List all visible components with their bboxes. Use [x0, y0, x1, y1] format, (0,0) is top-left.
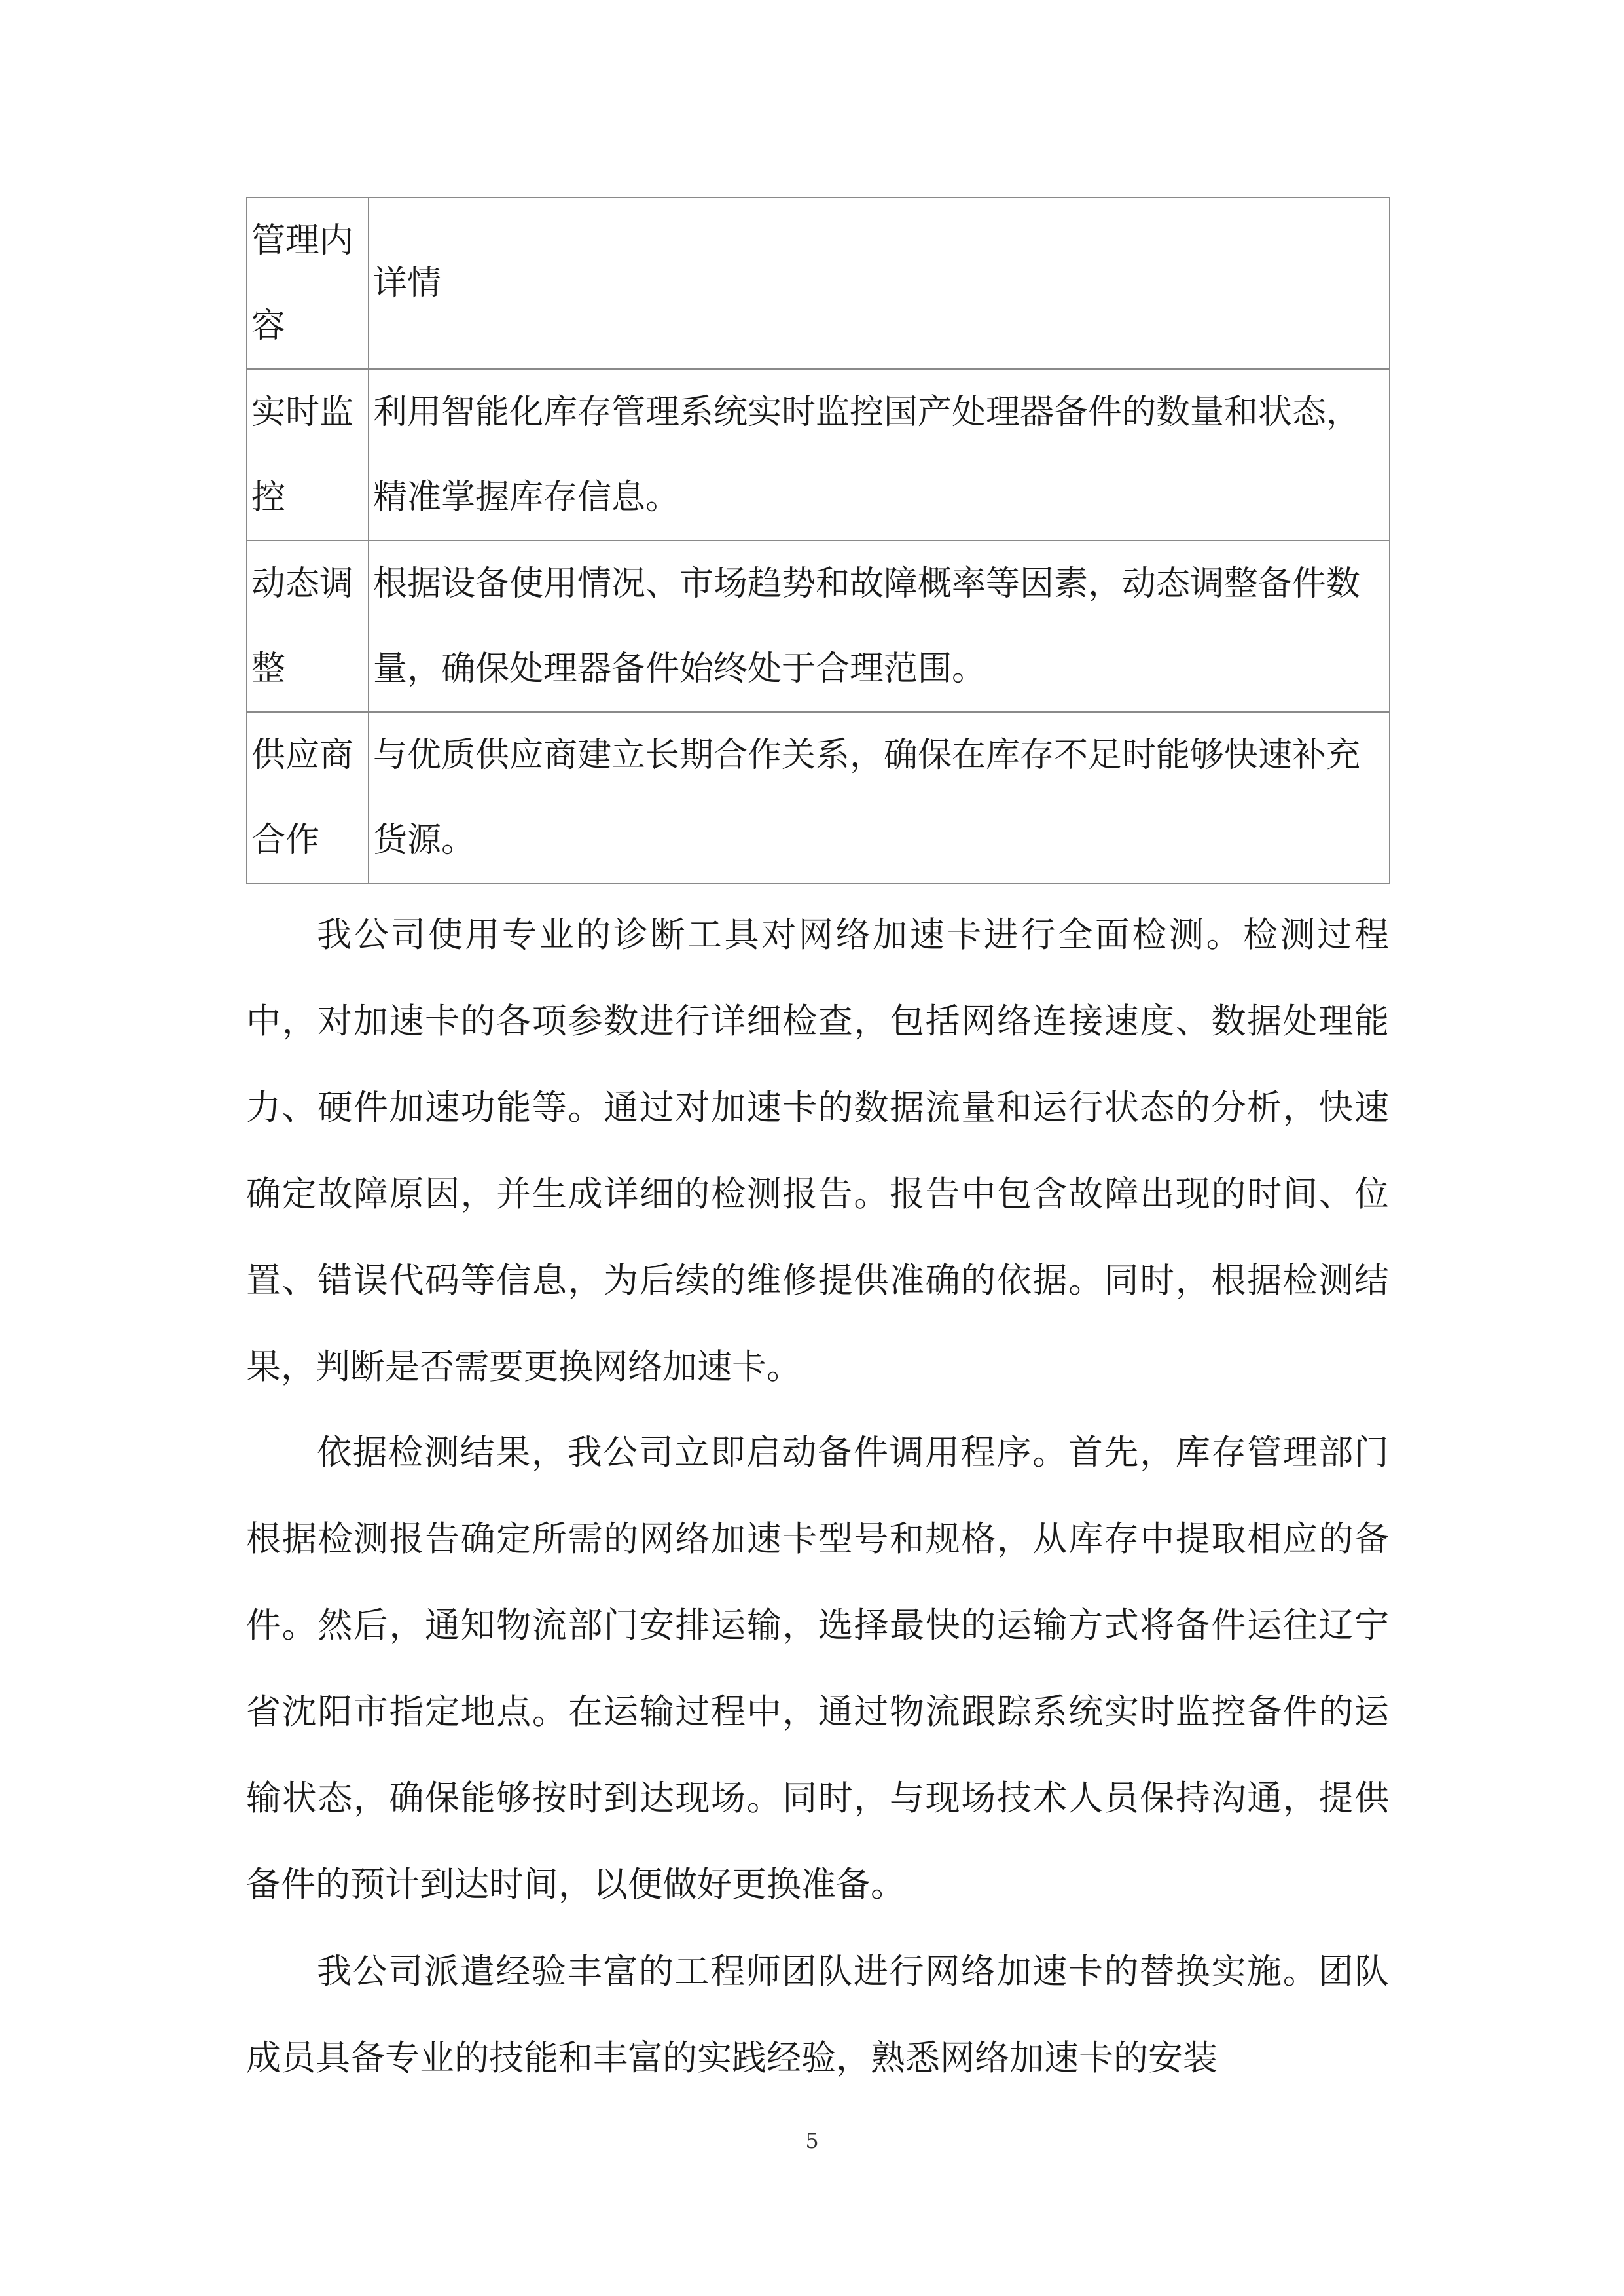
table-row — [247, 369, 1390, 541]
table-cell-item: 供应商合作 — [247, 712, 369, 884]
table-header-cell-item: 管理内容 — [247, 198, 369, 369]
body-paragraph-diagnosis: 我公司使用专业的诊断工具对网络加速卡进行全面检测。检测过程中，对加速卡的各项参数进行详细检查，包括网络连接速度、数据处理能力、硬件加速功能等。通过对加速卡的数据流量和运行状态的分析，快速确定故障原因，并生成详细的检测报告。报告中包含故障出现的时间、位置、错误代码等信息，为后续的维修提供准确的依据。同时，根据检测结果，判断是否需要更换网络加速卡。 — [246, 915, 1389, 1387]
page-number: 5 — [805, 2128, 819, 2153]
table-row — [247, 541, 1390, 712]
table-cell-detail: 与优质供应商建立长期合作关系，确保在库存不足时能够快速补充货源。 — [369, 712, 1390, 884]
table-cell-item: 实时监控 — [247, 369, 369, 541]
management-table — [246, 197, 1390, 884]
table-header-row — [247, 198, 1390, 369]
table-cell-detail: 利用智能化库存管理系统实时监控国产处理器备件的数量和状态，精准掌握库存信息。 — [369, 369, 1390, 541]
table-header-cell-detail: 详情 — [369, 198, 1390, 369]
table-row — [247, 712, 1390, 884]
table-cell-detail: 根据设备使用情况、市场趋势和故障概率等因素，动态调整备件数量，确保处理器备件始终处于合理范围。 — [369, 541, 1390, 712]
body-paragraph-spare-parts: 依据检测结果，我公司立即启动备件调用程序。首先，库存管理部门根据检测报告确定所需的网络加速卡型号和规格，从库存中提取相应的备件。然后，通知物流部门安排运输，选择最快的运输方式将备件运往辽宁省沈阳市指定地点。在运输过程中，通过物流跟踪系统实时监控备件的运输状态，确保能够按时到达现场。同时，与现场技术人员保持沟通，提供备件的预计到达时间，以便做好更换准备。 — [246, 1433, 1389, 1905]
table-cell-item: 动态调整 — [247, 541, 369, 712]
body-paragraph-replacement: 我公司派遣经验丰富的工程师团队进行网络加速卡的替换实施。团队成员具备专业的技能和丰富的实践经验，熟悉网络加速卡的安装 — [246, 1952, 1389, 2078]
